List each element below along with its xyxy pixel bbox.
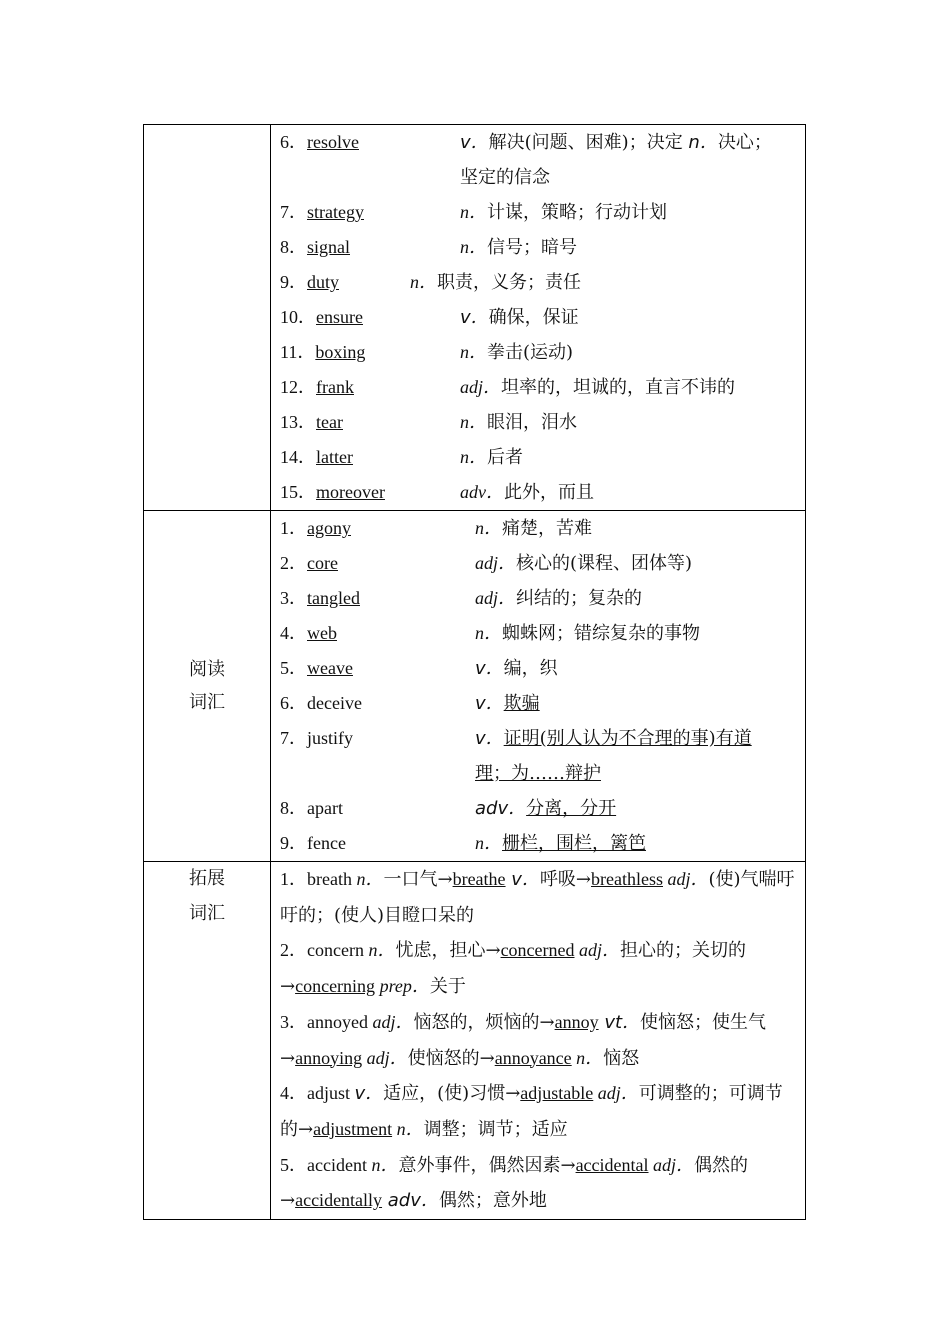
item-number: 9． [280, 833, 307, 853]
category-label: 阅读 [189, 659, 225, 680]
definition: 忧虑，担心→ [395, 940, 501, 962]
vocab-word: strategy [307, 202, 364, 222]
part-of-speech: v． [460, 132, 489, 153]
part-of-speech: n． [460, 342, 487, 362]
vocab-word: boxing [315, 342, 366, 362]
definition: 偶然的→ [280, 1154, 749, 1212]
item-number: 4． [280, 623, 307, 643]
list-item [280, 686, 797, 721]
part-of-speech: adj． [475, 553, 517, 573]
definition: 信号；暗号 [487, 237, 577, 258]
derived-word: accidental [575, 1154, 649, 1175]
vocab-word: moreover [316, 482, 385, 502]
definition: 蜘蛛网；错综复杂的事物 [502, 623, 700, 644]
part-of-speech: v． [475, 693, 504, 714]
part-of-speech: prep． [375, 976, 430, 997]
part-of-speech: adj． [663, 869, 709, 889]
item-number: 8． [280, 237, 307, 257]
definition: 担心的；关切的→ [280, 940, 747, 998]
word-family-item [280, 933, 797, 1004]
word-family-item [280, 862, 797, 933]
base-word: 4．adjust [280, 1083, 355, 1104]
definition: 适应，(使)习惯→ [383, 1083, 521, 1105]
word-family-list [271, 862, 806, 1220]
category-cell-extended [144, 862, 271, 1220]
item-number: 6． [280, 693, 307, 713]
part-of-speech: v． [460, 307, 489, 328]
part-of-speech: v． [354, 1083, 384, 1105]
vocab-word: tear [316, 412, 343, 432]
definition-continuation [280, 160, 797, 195]
list-item [280, 335, 797, 370]
category-cell-empty [144, 125, 271, 511]
part-of-speech: adj． [475, 588, 517, 608]
derived-word: concerned [500, 940, 575, 961]
list-item [280, 230, 797, 265]
list-item [280, 370, 797, 405]
item-number: 10． [280, 307, 316, 327]
base-word: 2．concern [280, 940, 369, 961]
list-item [280, 125, 797, 160]
definition-continuation [280, 756, 797, 791]
vocab-word: core [307, 553, 338, 573]
vocab-word: fence [307, 833, 346, 853]
definition: 一口气→ [383, 869, 453, 890]
category-label: 词汇 [189, 692, 225, 713]
part-of-speech: v． [475, 728, 504, 749]
category-label: 词汇 [189, 902, 225, 924]
part-of-speech: adj． [648, 1154, 695, 1175]
definition: 偶然；意外地 [438, 1190, 547, 1212]
item-number: 12． [280, 377, 316, 397]
definition: 编，织 [503, 658, 558, 679]
definition: 拳击(运动) [487, 342, 574, 363]
list-item [280, 546, 797, 581]
definition: 解决(问题、困难)；决定 [488, 132, 689, 153]
vocab-word: apart [307, 798, 343, 818]
item-number: 5． [280, 658, 307, 678]
definition: 确保，保证 [488, 307, 579, 328]
part-of-speech: adv． [475, 798, 527, 819]
definition: 眼泪，泪水 [487, 412, 577, 433]
definition: 痛楚，苦难 [502, 518, 592, 539]
base-word: 3．annoyed [280, 1011, 373, 1032]
item-number: 7． [280, 202, 307, 222]
section-reading-vocab [144, 511, 806, 862]
part-of-speech: n． [688, 132, 718, 153]
item-number: 13． [280, 412, 316, 432]
vocab-word: signal [307, 237, 350, 257]
word-family-item [280, 1148, 797, 1219]
definition: 意外事件，偶然因素→ [398, 1154, 576, 1176]
base-word: 1．breath [280, 869, 357, 889]
derived-word: adjustable [520, 1083, 594, 1104]
definition-continued: 坚定的信念 [460, 167, 550, 188]
item-number: 1． [280, 518, 307, 538]
definition: 关于 [429, 976, 466, 998]
definition: 可调整的；可调节的→ [280, 1083, 783, 1140]
part-of-speech: adv． [460, 482, 504, 502]
list-item [280, 826, 797, 861]
vocab-word: latter [316, 447, 353, 467]
vocab-word: frank [316, 377, 354, 397]
part-of-speech: adj． [372, 1011, 414, 1032]
category-label: 拓展 [189, 868, 225, 889]
definition: (使)气喘吁吁的；(使人)目瞪口呆的 [280, 869, 795, 926]
vocab-word: ensure [316, 307, 363, 327]
part-of-speech: n． [460, 447, 487, 467]
item-number: 8． [280, 798, 307, 818]
derived-word: breathe [452, 869, 506, 889]
part-of-speech: n． [460, 237, 487, 257]
derived-word: concerning [295, 976, 376, 997]
part-of-speech: n． [392, 1118, 424, 1139]
part-of-speech: n． [368, 940, 396, 961]
item-number: 11． [280, 342, 316, 362]
definition: 纠结的；复杂的 [516, 588, 643, 609]
part-of-speech: adj． [362, 1047, 408, 1068]
section-core-vocab [144, 125, 806, 511]
list-item [280, 651, 797, 686]
derived-word: breathless [591, 869, 663, 889]
part-of-speech: adj． [460, 377, 502, 397]
definition: 使恼怒的→ [407, 1047, 495, 1069]
derived-word: annoy [554, 1011, 599, 1032]
item-number: 3． [280, 588, 307, 608]
item-number: 15． [280, 482, 316, 502]
part-of-speech: n． [460, 412, 487, 432]
word-family-item [280, 1005, 797, 1076]
part-of-speech: n． [571, 1047, 604, 1068]
part-of-speech: v． [505, 869, 540, 890]
definition: 恼怒的，烦恼的→ [413, 1011, 555, 1033]
item-number: 2． [280, 553, 307, 573]
part-of-speech: n． [475, 518, 502, 538]
section-extended-vocab [144, 862, 806, 1220]
definition: 使恼怒；使生气→ [280, 1011, 767, 1069]
part-of-speech: adv． [382, 1190, 439, 1212]
definition: 此外，而且 [504, 482, 594, 503]
part-of-speech: adj． [574, 940, 621, 961]
vocab-word: justify [307, 728, 354, 748]
definition: 呼吸→ [539, 869, 592, 890]
vocab-word: agony [307, 518, 351, 538]
definition: 职责，义务；责任 [437, 272, 581, 293]
list-item [280, 265, 797, 300]
category-cell-reading [144, 511, 271, 862]
definition: 计谋，策略；行动计划 [487, 202, 667, 223]
part-of-speech: vt． [598, 1011, 641, 1033]
word-family-item [280, 1076, 797, 1147]
list-item [280, 616, 797, 651]
list-item [280, 791, 797, 826]
part-of-speech: n． [475, 623, 502, 643]
item-number: 6． [280, 132, 307, 152]
definition: 恼怒 [603, 1047, 640, 1069]
definition-answer: 证明(别人认为不合理的事)有道 [503, 728, 752, 749]
vocab-word: deceive [307, 693, 362, 713]
part-of-speech: n． [371, 1154, 399, 1175]
derived-word: adjustment [313, 1118, 393, 1139]
definition-answer: 栅栏，围栏，篱笆 [502, 833, 646, 854]
list-item [280, 475, 797, 510]
list-item [280, 300, 797, 335]
item-number: 9． [280, 272, 307, 292]
vocab-word: resolve [307, 132, 359, 152]
derived-word: annoying [295, 1047, 363, 1068]
vocab-word: weave [307, 658, 353, 678]
part-of-speech: adj． [593, 1083, 639, 1104]
part-of-speech: v． [475, 658, 504, 679]
list-item [280, 405, 797, 440]
list-item [280, 440, 797, 475]
word-list-core [271, 125, 806, 511]
definition: 核心的(课程、团体等) [516, 553, 693, 574]
definition: 决心； [717, 132, 772, 153]
vocabulary-table [143, 124, 806, 1220]
list-item [280, 721, 797, 756]
vocab-word: duty [307, 272, 340, 292]
item-number: 14． [280, 447, 316, 467]
vocab-word: web [307, 623, 337, 643]
part-of-speech: n． [410, 272, 437, 292]
derived-word: accidentally [295, 1190, 383, 1211]
definition: 坦率的，坦诚的，直言不讳的 [501, 377, 736, 398]
definition: 调整；调节；适应 [423, 1118, 568, 1140]
vocab-word: tangled [307, 588, 360, 608]
definition-continued: 理；为……辩护 [475, 763, 601, 784]
list-item [280, 581, 797, 616]
definition: 后者 [487, 447, 523, 468]
list-item [280, 195, 797, 230]
word-list-reading [271, 511, 806, 862]
part-of-speech: n． [460, 202, 487, 222]
item-number: 7． [280, 728, 307, 748]
part-of-speech: n． [356, 869, 384, 889]
base-word: 5．accident [280, 1154, 372, 1175]
list-item [280, 511, 797, 546]
part-of-speech: n． [475, 833, 502, 853]
derived-word: annoyance [494, 1047, 572, 1068]
definition-answer: 欺骗 [503, 693, 540, 714]
definition-answer: 分离，分开 [526, 798, 617, 819]
